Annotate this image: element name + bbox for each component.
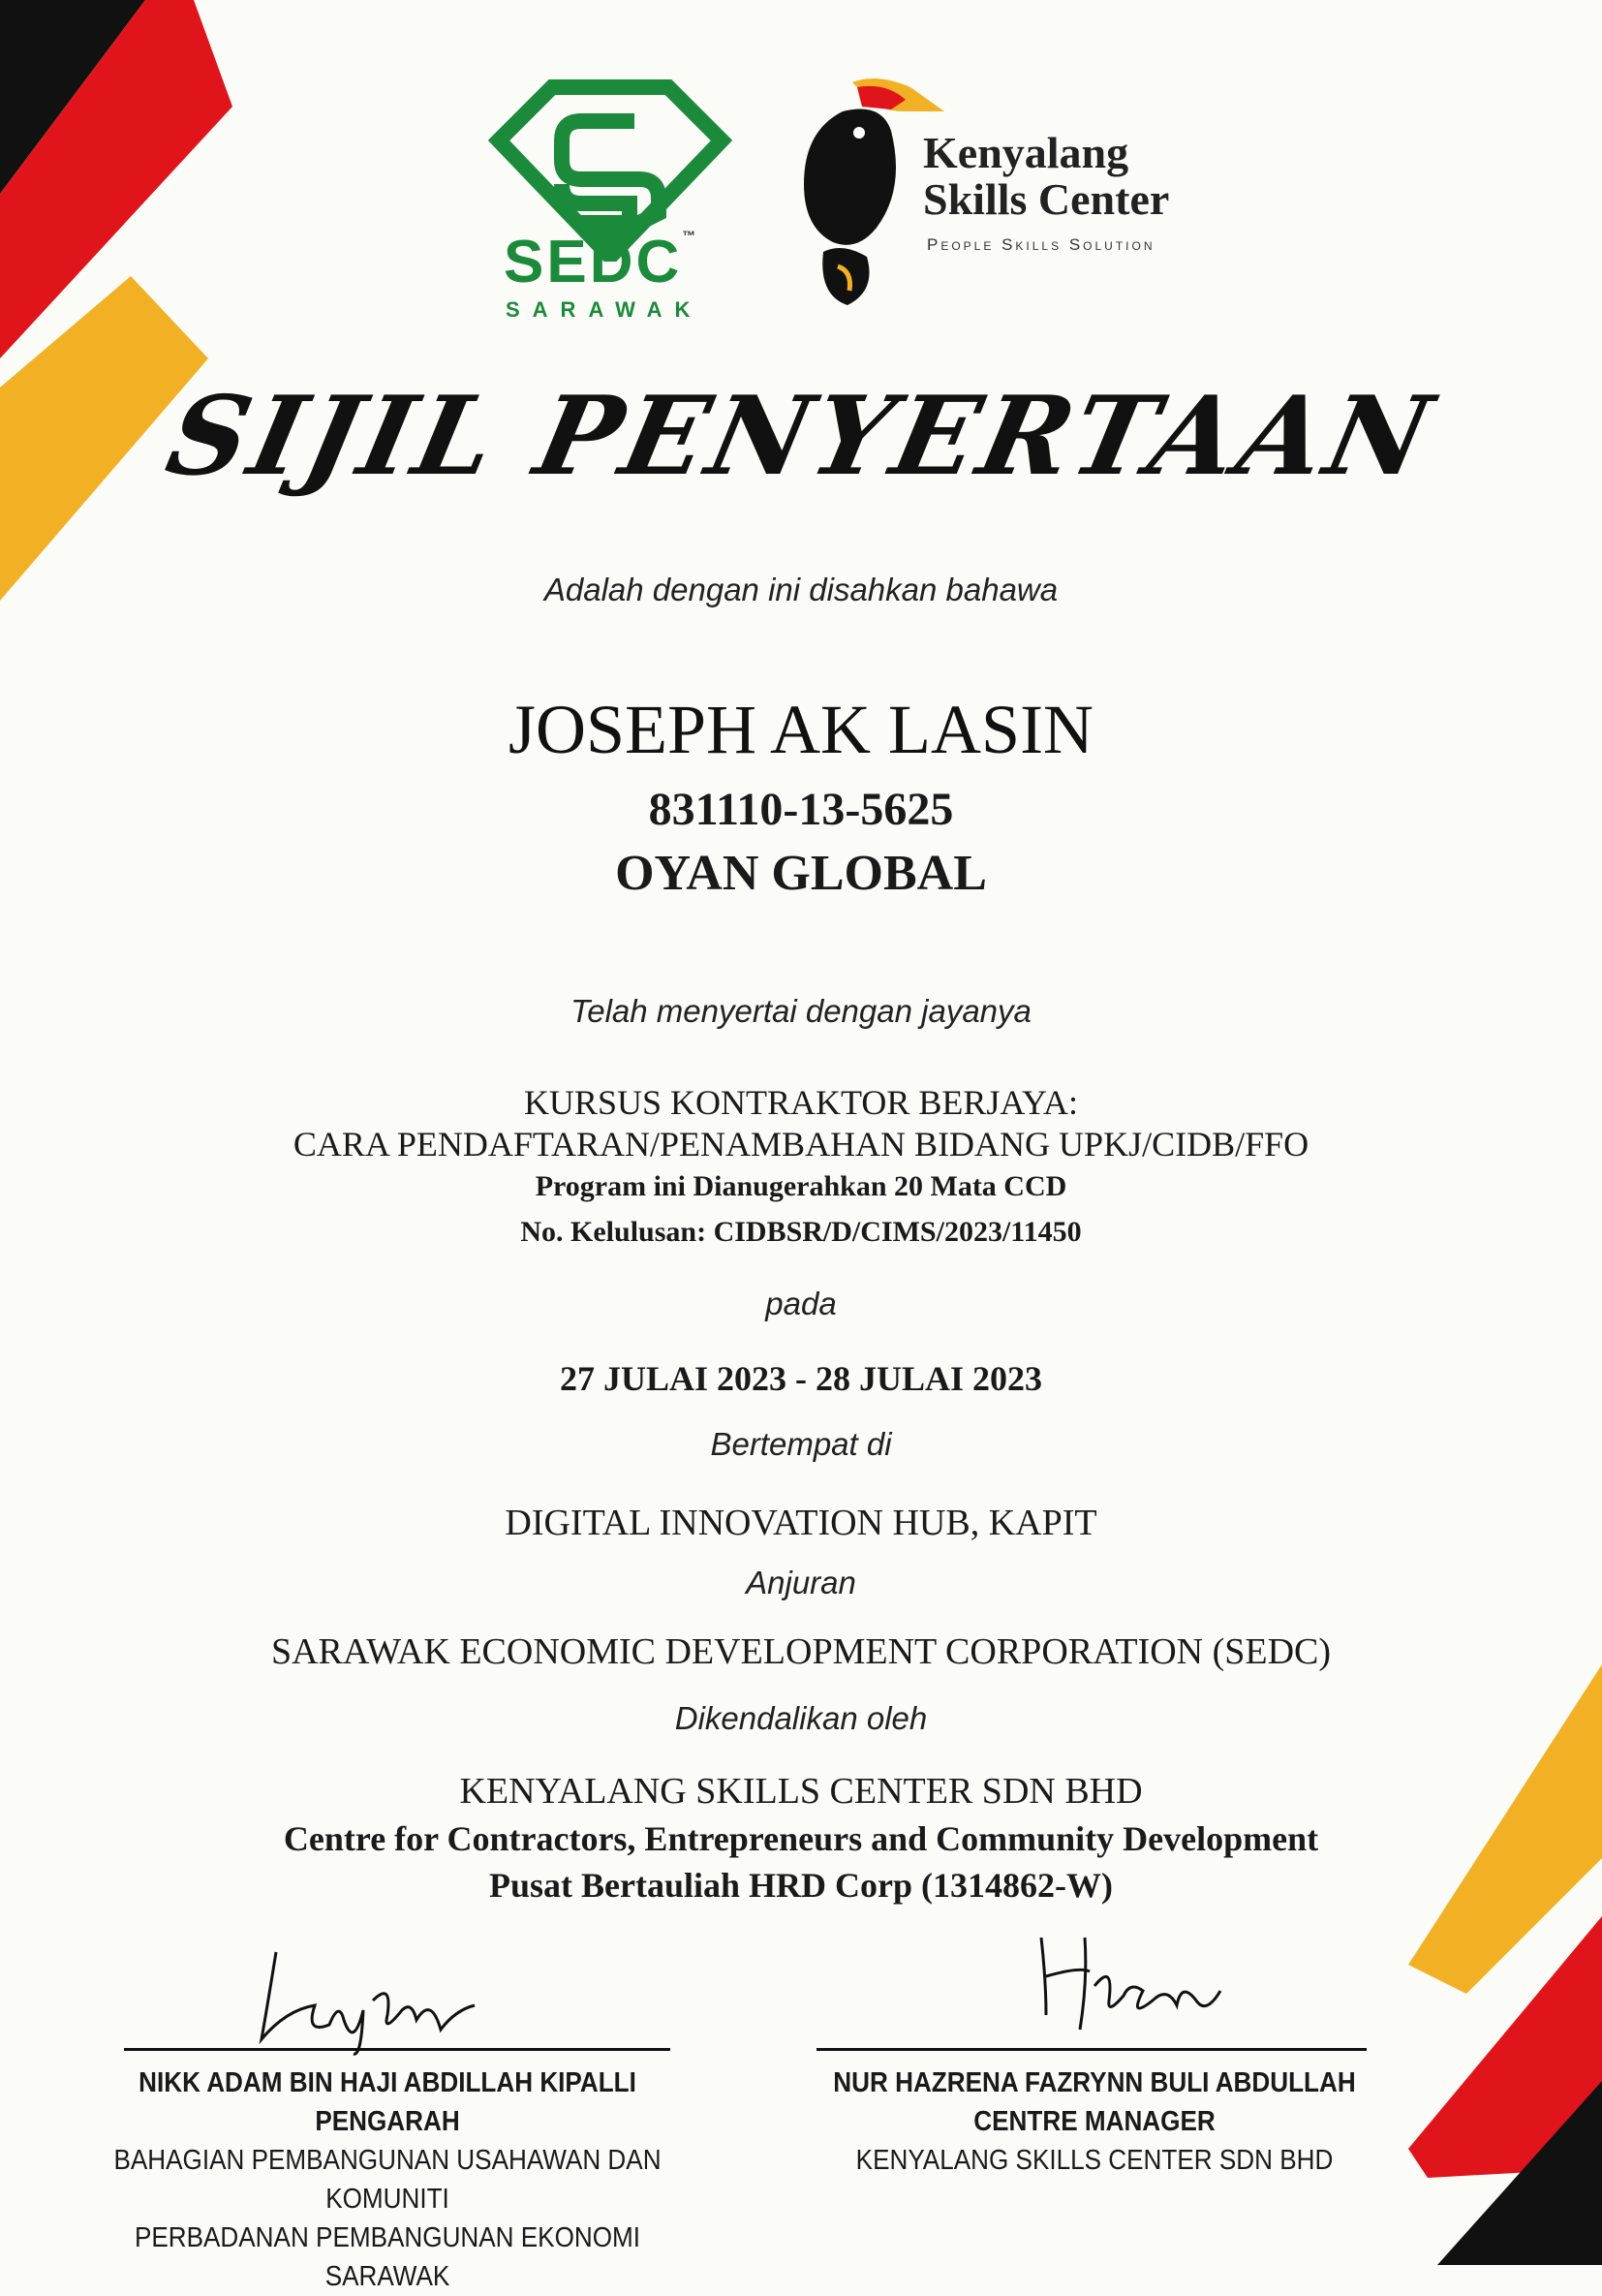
manager-line3: Pusat Bertauliah HRD Corp (1314862-W) bbox=[489, 1866, 1113, 1905]
signature-right bbox=[1022, 1923, 1245, 2039]
signature-line-right bbox=[816, 2048, 1367, 2051]
signatory-left bbox=[39, 2063, 736, 2296]
organizer-label: Anjuran bbox=[746, 1565, 856, 1600]
signatory-right-dept1: KENYALANG SKILLS CENTER SDN BHD bbox=[855, 2145, 1334, 2176]
sedc-region: SARAWAK bbox=[506, 297, 703, 322]
event-date: 27 JULAI 2023 - 28 JULAI 2023 bbox=[559, 1359, 1043, 1398]
course-approval: No. Kelulusan: CIDBSR/D/CIMS/2023/11450 bbox=[520, 1216, 1082, 1248]
participant-id: 831110-13-5625 bbox=[648, 784, 954, 835]
sedc-tm: ™ bbox=[682, 228, 699, 243]
participant-company: OYAN GLOBAL bbox=[615, 846, 987, 901]
signatory-left-dept2: PERBADANAN PEMBANGUNAN EKONOMI SARAWAK bbox=[134, 2222, 641, 2292]
course-ccd: Program ini Dianugerahkan 20 Mata CCD bbox=[535, 1170, 1067, 1202]
venue-label: Bertempat di bbox=[710, 1426, 892, 1462]
on-text: pada bbox=[765, 1286, 837, 1321]
course-title-line2: CARA PENDAFTARAN/PENAMBAHAN BIDANG UPKJ/CIDB/FFO bbox=[293, 1125, 1309, 1164]
organizer: SARAWAK ECONOMIC DEVELOPMENT CORPORATION (SEDC) bbox=[270, 1631, 1332, 1672]
certificate-title: SIJIL PENYERTAAN bbox=[156, 373, 1446, 500]
manager-name: KENYALANG SKILLS CENTER SDN BHD bbox=[459, 1771, 1143, 1812]
venue: DIGITAL INNOVATION HUB, KAPIT bbox=[505, 1503, 1097, 1543]
signatory-right bbox=[765, 2063, 1424, 2180]
participated-text: Telah menyertai dengan jayanya bbox=[570, 993, 1032, 1029]
participant-name: JOSEPH AK LASIN bbox=[508, 691, 1094, 768]
ksc-name-line1: Kenyalang bbox=[923, 128, 1129, 177]
top-left-corner-decoration bbox=[0, 0, 252, 601]
sedc-logo bbox=[484, 68, 736, 339]
signature-left bbox=[247, 1942, 499, 2059]
signatory-left-dept1: BAHAGIAN PEMBANGUNAN USAHAWAN DAN KOMUNITI bbox=[113, 2145, 662, 2215]
managed-label: Dikendalikan oleh bbox=[674, 1700, 928, 1736]
signatory-right-name: NUR HAZRENA FAZRYNN BULI ABDULLAH bbox=[833, 2067, 1356, 2098]
ksc-tagline: People Skills Solution bbox=[927, 235, 1155, 254]
course-title-line1: KURSUS KONTRAKTOR BERJAYA: bbox=[523, 1083, 1079, 1122]
sedc-name: SEDC bbox=[504, 229, 683, 295]
signature-line-left bbox=[124, 2048, 670, 2051]
signatory-left-name: NIKK ADAM BIN HAJI ABDILLAH KIPALLI bbox=[139, 2067, 636, 2098]
ksc-logo bbox=[799, 73, 1254, 325]
manager-line2: Centre for Contractors, Entrepreneurs and Community Development bbox=[283, 1819, 1319, 1858]
signatory-right-title: CENTRE MANAGER bbox=[973, 2106, 1216, 2137]
bottom-right-corner-decoration bbox=[1408, 1664, 1602, 2265]
intro-text: Adalah dengan ini disahkan bahawa bbox=[543, 572, 1059, 607]
signatory-left-title: PENGARAH bbox=[315, 2106, 460, 2137]
ksc-name-line2: Skills Center bbox=[923, 174, 1170, 224]
